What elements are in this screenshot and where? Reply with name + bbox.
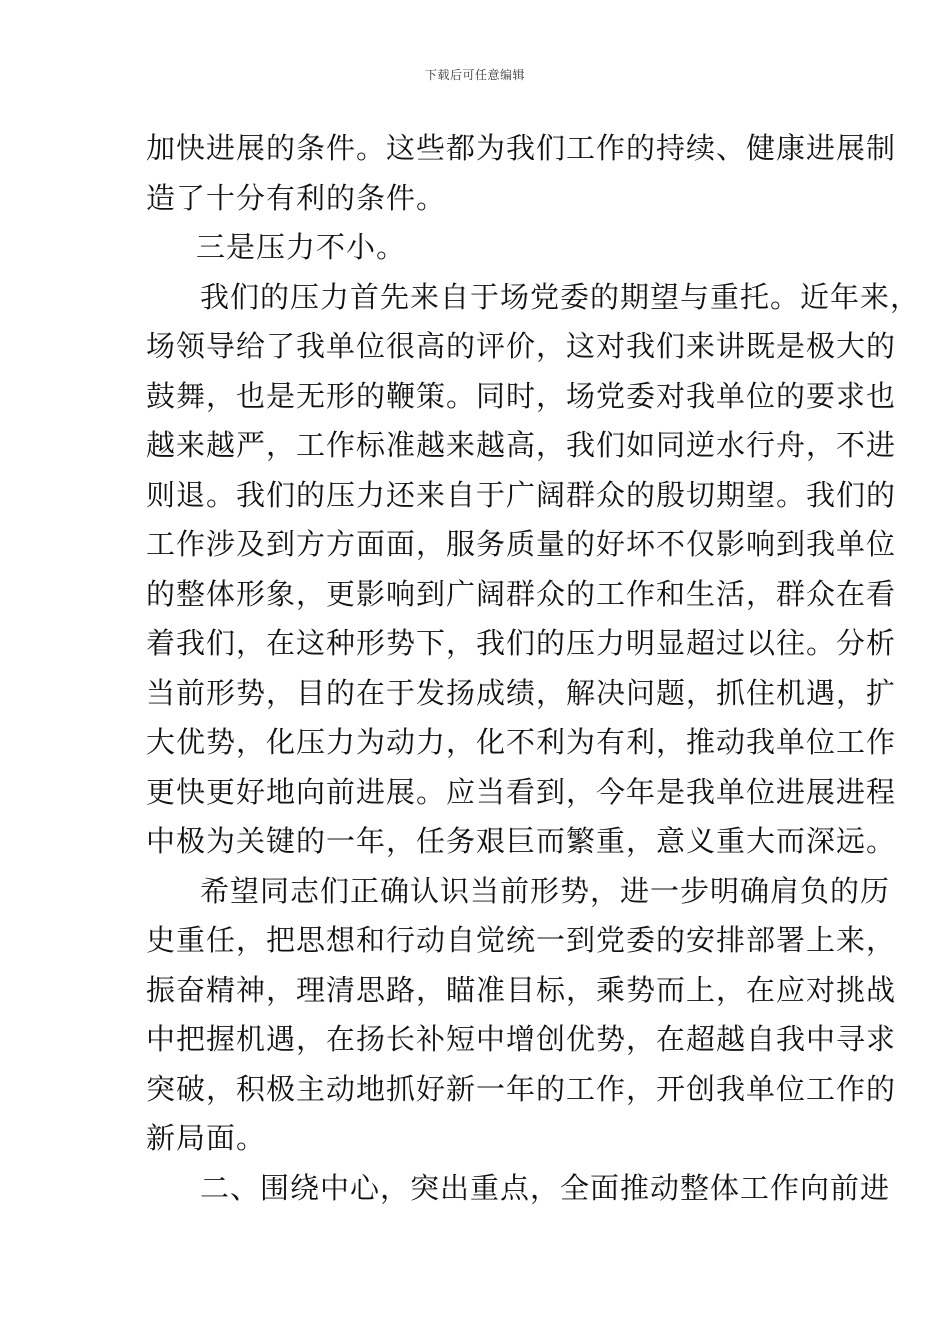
paragraph-line: 新局面。 <box>146 1121 267 1155</box>
body-text <box>146 124 921 1213</box>
paragraph-line: 大优势，化压力为动力，化不利为有利，推动我单位工作 <box>146 725 897 759</box>
paragraph-line: 鼓舞，也是无形的鞭策。同时，场党委对我单位的要求也 <box>146 378 897 413</box>
paragraph-line: 更快更好地向前进展。应当看到，今年是我单位进展进程 <box>146 774 897 809</box>
paragraph-line: 我们的压力首先来自于场党委的期望与重托。近年来， <box>200 279 921 314</box>
paragraph-line: 加快进展的条件。这些都为我们工作的持续、健康进展制 <box>146 131 897 165</box>
header-note: 下载后可任意编辑 <box>424 68 525 82</box>
paragraph-line: 中极为关键的一年，任务艰巨而繁重，意义重大而深远。 <box>146 824 897 858</box>
paragraph-line: 中把握机遇，在扬长补短中增创优势，在超越自我中寻求 <box>146 1022 897 1056</box>
paragraph-line: 突破，积极主动地抓好新一年的工作，开创我单位工作的 <box>146 1071 897 1106</box>
section-heading: 二、围绕中心，突出重点，全面推动整体工作向前进 <box>200 1170 891 1205</box>
paragraph-line: 则退。我们的压力还来自于广阔群众的殷切期望。我们的 <box>146 477 897 512</box>
paragraph-line: 越来越严，工作标准越来越高，我们如同逆水行舟，不进 <box>146 428 897 462</box>
paragraph-line: 振奋精神，理清思路，瞄准目标，乘势而上，在应对挑战 <box>146 972 897 1007</box>
paragraph-line: 造了十分有利的条件。 <box>146 180 447 215</box>
section-heading: 三是压力不小。 <box>196 230 407 264</box>
paragraph-line: 当前形势，目的在于发扬成绩，解决问题，抓住机遇，扩 <box>146 675 897 710</box>
paragraph-line: 史重任，把思想和行动自觉统一到党委的安排部署上来， <box>146 923 897 957</box>
paragraph-line: 着我们，在这种形势下，我们的压力明显超过以往。分析 <box>146 626 897 660</box>
paragraph-line: 希望同志们正确认识当前形势，进一步明确肩负的历 <box>200 873 891 908</box>
paragraph-line: 的整体形象，更影响到广阔群众的工作和生活，群众在看 <box>146 576 897 611</box>
paragraph-line: 场领导给了我单位很高的评价，这对我们来讲既是极大的 <box>146 329 897 363</box>
paragraph-line: 工作涉及到方方面面，服务质量的好坏不仅影响到我单位 <box>146 527 897 561</box>
